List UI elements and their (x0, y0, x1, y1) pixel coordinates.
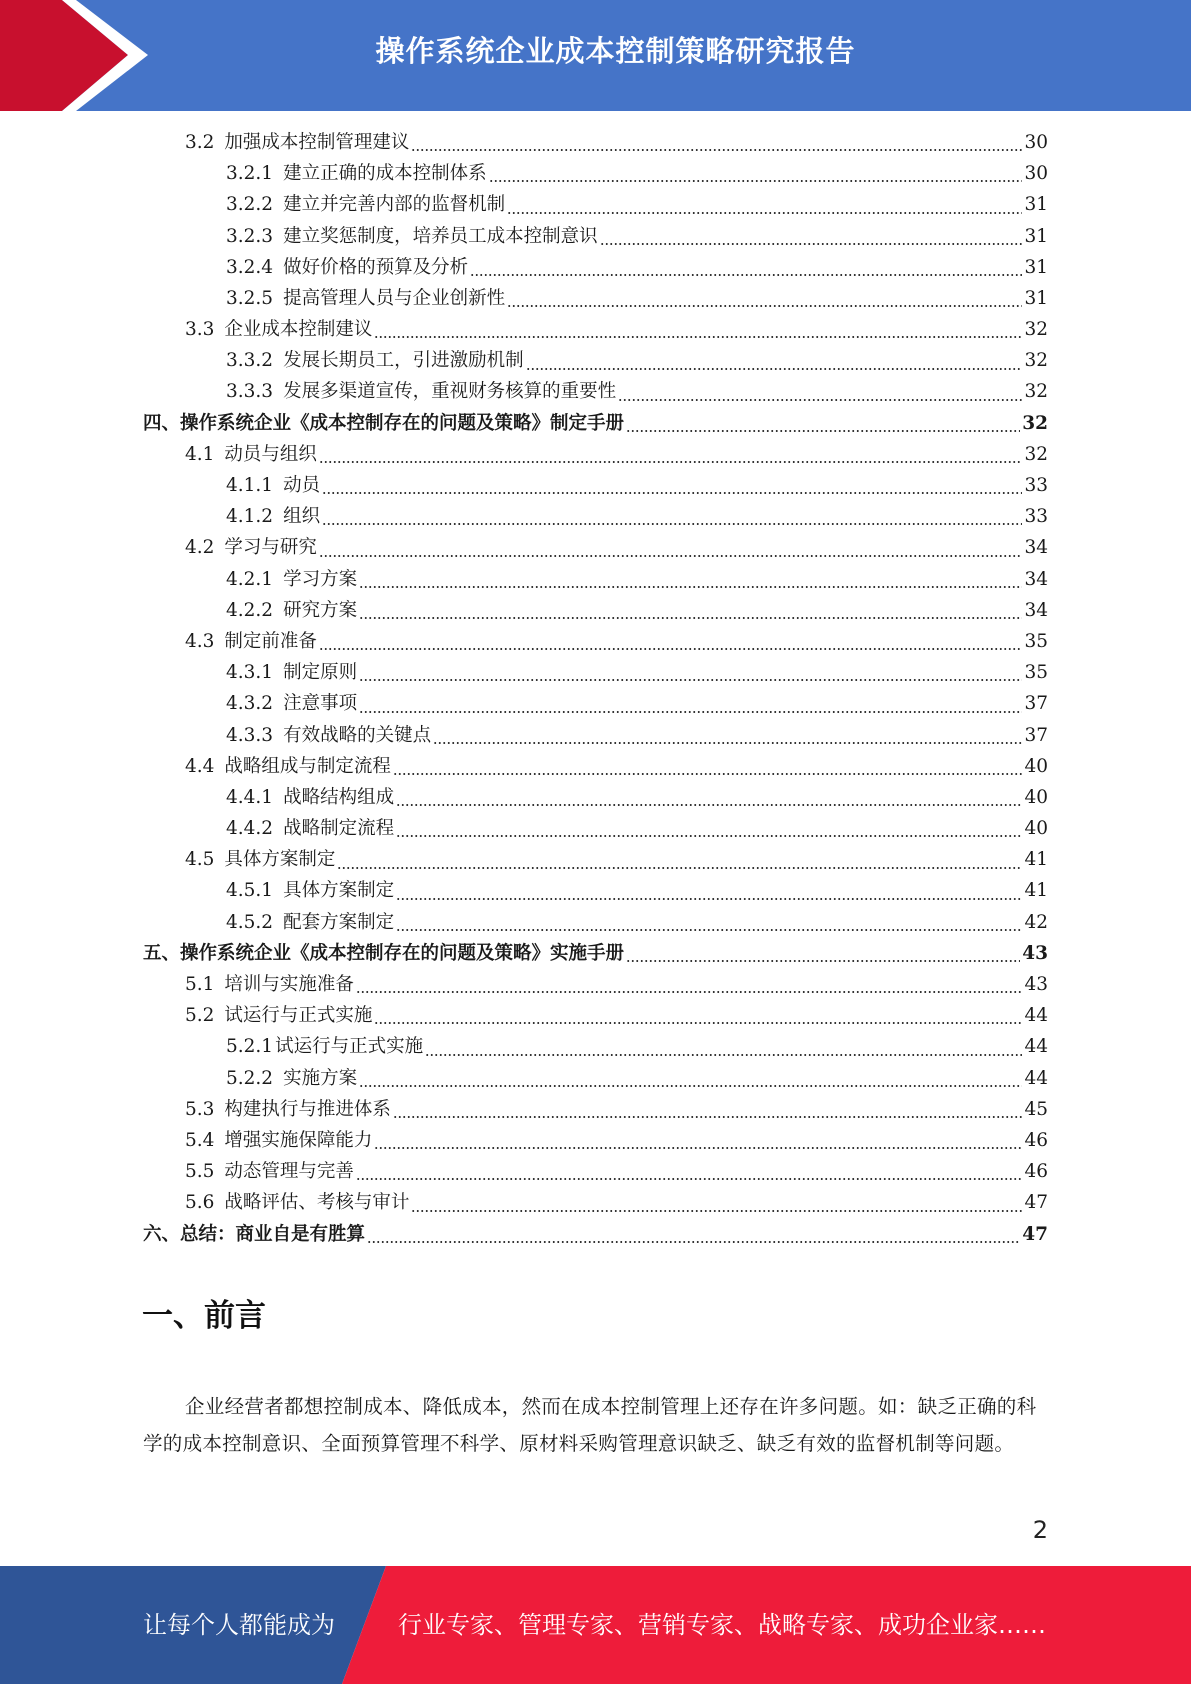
toc-dot-leader (319, 532, 1023, 563)
toc-dot-leader (319, 439, 1023, 470)
toc-entry-text: 六、总结：商业自是有胜算 (143, 1223, 366, 1245)
toc-entry-text: 学习方案 (283, 568, 358, 590)
toc-entry-label (226, 252, 468, 283)
toc-entry-label (185, 969, 354, 1000)
toc-dot-leader (319, 626, 1023, 657)
toc-dot-leader (411, 1187, 1022, 1218)
toc-entry-number: 3.2.2 (226, 194, 274, 216)
toc-entry-text: 五、操作系统企业《成本控制存在的问题及策略》实施手册 (143, 942, 625, 964)
toc-entry-label (185, 1187, 409, 1218)
toc-entry-text: 具体方案制定 (283, 880, 395, 902)
toc-entry-text: 构建执行与推进体系 (224, 1098, 391, 1120)
toc-entry-text: 战略组成与制定流程 (224, 755, 391, 777)
toc-entry-label (226, 907, 394, 938)
toc-entry-text: 提高管理人员与企业创新性 (283, 287, 506, 309)
toc-entry-text: 建立奖惩制度，培养员工成本控制意识 (283, 225, 598, 247)
toc-entry-number: 4.3.3 (226, 724, 274, 746)
toc-entry-page: 44 (1024, 1036, 1048, 1058)
toc-entry-text: 建立正确的成本控制体系 (283, 163, 487, 185)
toc-entry[interactable] (143, 969, 1048, 1000)
toc-entry-text: 四、操作系统企业《成本控制存在的问题及策略》制定手册 (143, 412, 625, 434)
toc-entry-page: 37 (1024, 724, 1048, 746)
toc-entry[interactable] (143, 1219, 1048, 1250)
toc-entry[interactable] (143, 158, 1048, 189)
toc-entry-label (226, 158, 487, 189)
toc-entry[interactable] (143, 751, 1048, 782)
toc-dot-leader (396, 907, 1022, 938)
toc-entry[interactable] (143, 844, 1048, 875)
toc-entry[interactable] (143, 314, 1048, 345)
table-of-contents (143, 127, 1048, 1250)
toc-entry[interactable] (143, 1156, 1048, 1187)
toc-entry-label (226, 657, 357, 688)
toc-dot-leader (374, 314, 1022, 345)
toc-entry-number: 5.2 (185, 1005, 215, 1027)
toc-entry-page: 47 (1022, 1223, 1048, 1245)
toc-dot-leader (393, 1094, 1023, 1125)
toc-entry-label (226, 189, 505, 220)
toc-entry-text: 有效战略的关键点 (283, 724, 432, 746)
toc-entry-number: 4.1.1 (226, 475, 274, 497)
toc-entry-text: 建立并完善内部的监督机制 (283, 194, 506, 216)
toc-entry[interactable] (143, 377, 1048, 408)
toc-entry-text: 试运行与正式实施 (224, 1005, 373, 1027)
toc-dot-leader (356, 1156, 1023, 1187)
toc-entry-text: 增强实施保障能力 (224, 1129, 373, 1151)
toc-entry-label (185, 532, 317, 563)
toc-dot-leader (359, 595, 1022, 626)
toc-entry[interactable] (143, 876, 1048, 907)
toc-entry-label (143, 408, 624, 439)
toc-entry[interactable] (143, 782, 1048, 813)
toc-entry-number: 3.3.2 (226, 350, 274, 372)
toc-dot-leader (356, 969, 1023, 1000)
toc-dot-leader (359, 1063, 1022, 1094)
toc-entry-text: 动态管理与完善 (224, 1161, 354, 1183)
toc-dot-leader (374, 1125, 1022, 1156)
toc-entry[interactable] (143, 345, 1048, 376)
toc-entry-text: 动员 (283, 475, 321, 497)
toc-dot-leader (396, 782, 1022, 813)
toc-entry-page: 32 (1024, 443, 1048, 465)
toc-entry[interactable] (143, 439, 1048, 470)
toc-entry-page: 42 (1024, 911, 1048, 933)
toc-entry[interactable] (143, 470, 1048, 501)
toc-entry-page: 40 (1024, 786, 1048, 808)
toc-entry-number: 3.2.3 (226, 225, 274, 247)
toc-entry-text: 配套方案制定 (283, 911, 395, 933)
toc-entry[interactable] (143, 408, 1048, 439)
toc-entry[interactable] (143, 626, 1048, 657)
toc-entry-text: 企业成本控制建议 (224, 319, 373, 341)
toc-entry-number: 5.5 (185, 1161, 215, 1183)
toc-entry-text: 制定原则 (283, 662, 358, 684)
toc-entry-page: 33 (1024, 506, 1048, 528)
toc-entry-page: 32 (1022, 412, 1048, 434)
footer-slogan-right: 行业专家、管理专家、营销专家、战略专家、成功企业家…… (398, 1611, 1046, 1639)
toc-entry-page: 44 (1024, 1005, 1048, 1027)
toc-entry-page: 43 (1024, 974, 1048, 996)
toc-entry-text: 发展长期员工，引进激励机制 (283, 350, 524, 372)
toc-entry-label (185, 1094, 391, 1125)
toc-entry[interactable] (143, 1063, 1048, 1094)
toc-entry-page: 31 (1024, 225, 1048, 247)
toc-entry[interactable] (143, 720, 1048, 751)
toc-entry-number: 4.3.2 (226, 693, 274, 715)
toc-entry-page: 37 (1024, 693, 1048, 715)
toc-entry-number: 5.1 (185, 974, 215, 996)
toc-entry-label (185, 1000, 372, 1031)
section-heading: 一、前言 (142, 1298, 266, 1334)
toc-entry-number: 4.4.1 (226, 786, 274, 808)
toc-entry-text: 培训与实施准备 (224, 974, 354, 996)
toc-entry-page: 34 (1024, 537, 1048, 559)
toc-entry-page: 34 (1024, 568, 1048, 590)
toc-dot-leader (322, 470, 1022, 501)
toc-entry-page: 40 (1024, 755, 1048, 777)
toc-entry-text: 学习与研究 (224, 537, 317, 559)
toc-dot-leader (359, 657, 1022, 688)
toc-entry-page: 43 (1022, 942, 1048, 964)
toc-entry[interactable] (143, 221, 1048, 252)
toc-entry-label (143, 938, 624, 969)
toc-entry-label (185, 127, 409, 158)
toc-entry-text: 具体方案制定 (224, 849, 336, 871)
toc-entry-page: 34 (1024, 599, 1048, 621)
toc-entry-page: 41 (1024, 880, 1048, 902)
toc-entry-number: 4.1.2 (226, 506, 274, 528)
toc-entry[interactable] (143, 501, 1048, 532)
toc-entry-page: 35 (1024, 630, 1048, 652)
toc-entry[interactable] (143, 127, 1048, 158)
toc-entry[interactable] (143, 657, 1048, 688)
toc-entry-page: 35 (1024, 662, 1048, 684)
toc-dot-leader (507, 189, 1022, 220)
toc-entry-text: 战略评估、考核与审计 (224, 1192, 410, 1214)
toc-entry-page: 33 (1024, 475, 1048, 497)
toc-entry-label (226, 501, 320, 532)
toc-entry-page: 47 (1024, 1192, 1048, 1214)
toc-entry-label (226, 470, 320, 501)
toc-entry-number: 3.3.3 (226, 381, 274, 403)
toc-entry[interactable] (143, 189, 1048, 220)
page-footer (0, 1566, 1191, 1684)
toc-entry-label (226, 720, 431, 751)
toc-entry-label (143, 1219, 365, 1250)
toc-dot-leader (470, 252, 1022, 283)
toc-entry[interactable] (143, 1031, 1048, 1062)
toc-dot-leader (425, 1031, 1022, 1062)
body-paragraph: 企业经营者都想控制成本、降低成本，然而在成本控制管理上还存在许多问题。如：缺乏正确的科学的成本控制意识、全面预算管理不科学、原材料采购管理意识缺乏、缺乏有效的监督机制等问题。 (143, 1395, 1037, 1455)
toc-entry-number: 5.6 (185, 1192, 215, 1214)
footer-slogan-left: 让每个人都能成为 (143, 1611, 335, 1639)
toc-entry-text: 制定前准备 (224, 630, 317, 652)
toc-entry-page: 32 (1024, 350, 1048, 372)
toc-entry-number: 3.3 (185, 319, 215, 341)
toc-entry-label (185, 751, 391, 782)
toc-entry-label (226, 564, 357, 595)
toc-entry-label (226, 283, 505, 314)
toc-entry-number: 4.2 (185, 537, 215, 559)
toc-entry-text: 战略结构组成 (283, 786, 395, 808)
toc-entry-number: 4.1 (185, 443, 215, 465)
toc-entry[interactable] (143, 938, 1048, 969)
toc-entry-number: 3.2 (185, 131, 215, 153)
toc-entry-page: 31 (1024, 256, 1048, 278)
toc-entry-label (185, 1156, 354, 1187)
toc-entry-text: 战略制定流程 (283, 818, 395, 840)
toc-entry-text: 研究方案 (283, 599, 358, 621)
toc-entry[interactable] (143, 813, 1048, 844)
toc-entry-page: 44 (1024, 1067, 1048, 1089)
toc-entry-label (185, 844, 335, 875)
toc-entry-page: 31 (1024, 194, 1048, 216)
toc-entry-number: 4.5 (185, 849, 215, 871)
toc-entry-text: 做好价格的预算及分析 (283, 256, 469, 278)
toc-entry-label (226, 782, 394, 813)
toc-entry-page: 41 (1024, 849, 1048, 871)
toc-entry-text: 注意事项 (283, 693, 358, 715)
toc-entry-number: 4.3.1 (226, 662, 274, 684)
toc-entry[interactable] (143, 1000, 1048, 1031)
toc-entry-label (226, 1063, 357, 1094)
toc-dot-leader (322, 501, 1022, 532)
toc-entry-number: 3.2.5 (226, 287, 274, 309)
toc-entry-number: 4.5.1 (226, 880, 274, 902)
toc-entry-number: 4.3 (185, 630, 215, 652)
toc-dot-leader (337, 844, 1022, 875)
toc-entry-text: 动员与组织 (224, 443, 317, 465)
toc-dot-leader (600, 221, 1023, 252)
toc-entry-number: 4.4 (185, 755, 215, 777)
toc-dot-leader (393, 751, 1023, 782)
toc-entry-label (226, 345, 524, 376)
toc-entry[interactable] (143, 252, 1048, 283)
document-title: 操作系统企业成本控制策略研究报告 (375, 34, 856, 68)
toc-entry-page: 31 (1024, 287, 1048, 309)
toc-dot-leader (374, 1000, 1022, 1031)
toc-entry-number: 3.2.1 (226, 163, 274, 185)
toc-entry-label (226, 875, 394, 906)
toc-entry[interactable] (143, 1125, 1048, 1156)
toc-dot-leader (618, 377, 1022, 408)
toc-entry[interactable] (143, 532, 1048, 563)
toc-entry-label (226, 813, 394, 844)
page-number: 2 (1032, 1516, 1048, 1544)
toc-entry-number: 5.4 (185, 1129, 215, 1151)
toc-entry[interactable] (143, 1094, 1048, 1125)
toc-entry-number: 5.2.1 (226, 1036, 274, 1058)
toc-dot-leader (489, 158, 1023, 189)
toc-entry-text: 加强成本控制管理建议 (224, 131, 410, 153)
toc-entry-page: 30 (1024, 131, 1048, 153)
toc-entry-page: 40 (1024, 818, 1048, 840)
toc-entry-label (185, 626, 317, 657)
toc-entry-number: 4.4.2 (226, 818, 274, 840)
toc-entry-page: 32 (1024, 319, 1048, 341)
toc-dot-leader (367, 1219, 1020, 1250)
toc-entry-number: 5.2.2 (226, 1067, 274, 1089)
toc-entry-page: 32 (1024, 381, 1048, 403)
toc-dot-leader (433, 720, 1022, 751)
toc-entry[interactable] (143, 688, 1048, 719)
toc-entry-number: 4.2.2 (226, 599, 274, 621)
toc-entry-label (185, 439, 317, 470)
toc-entry-number: 4.2.1 (226, 568, 274, 590)
toc-entry[interactable] (143, 564, 1048, 595)
toc-entry-number: 4.5.2 (226, 911, 274, 933)
toc-dot-leader (626, 938, 1020, 969)
toc-entry[interactable] (143, 595, 1048, 626)
toc-entry-label (185, 314, 372, 345)
toc-entry-page: 46 (1024, 1161, 1048, 1183)
toc-entry-label (226, 1031, 423, 1062)
toc-entry-label (226, 221, 598, 252)
toc-entry[interactable] (143, 283, 1048, 314)
page-header (0, 0, 1191, 111)
toc-entry[interactable] (143, 907, 1048, 938)
toc-entry-label (226, 595, 357, 626)
toc-entry-page: 46 (1024, 1129, 1048, 1151)
toc-entry-text: 组织 (283, 506, 321, 528)
toc-entry-text: 发展多渠道宣传，重视财务核算的重要性 (283, 381, 617, 403)
toc-entry-page: 45 (1024, 1098, 1048, 1120)
toc-entry-text: 试运行与正式实施 (275, 1036, 424, 1058)
toc-entry-label (185, 1125, 372, 1156)
toc-dot-leader (507, 283, 1022, 314)
toc-dot-leader (359, 564, 1022, 595)
toc-dot-leader (526, 345, 1023, 376)
toc-entry[interactable] (143, 1187, 1048, 1218)
toc-entry-page: 30 (1024, 163, 1048, 185)
toc-entry-label (226, 688, 357, 719)
toc-dot-leader (396, 876, 1022, 907)
toc-dot-leader (359, 688, 1022, 719)
toc-entry-number: 5.3 (185, 1098, 215, 1120)
toc-entry-label (226, 376, 616, 407)
toc-dot-leader (626, 408, 1020, 439)
toc-dot-leader (411, 127, 1022, 158)
toc-entry-text: 实施方案 (283, 1067, 358, 1089)
toc-dot-leader (396, 813, 1022, 844)
toc-entry-number: 3.2.4 (226, 256, 274, 278)
